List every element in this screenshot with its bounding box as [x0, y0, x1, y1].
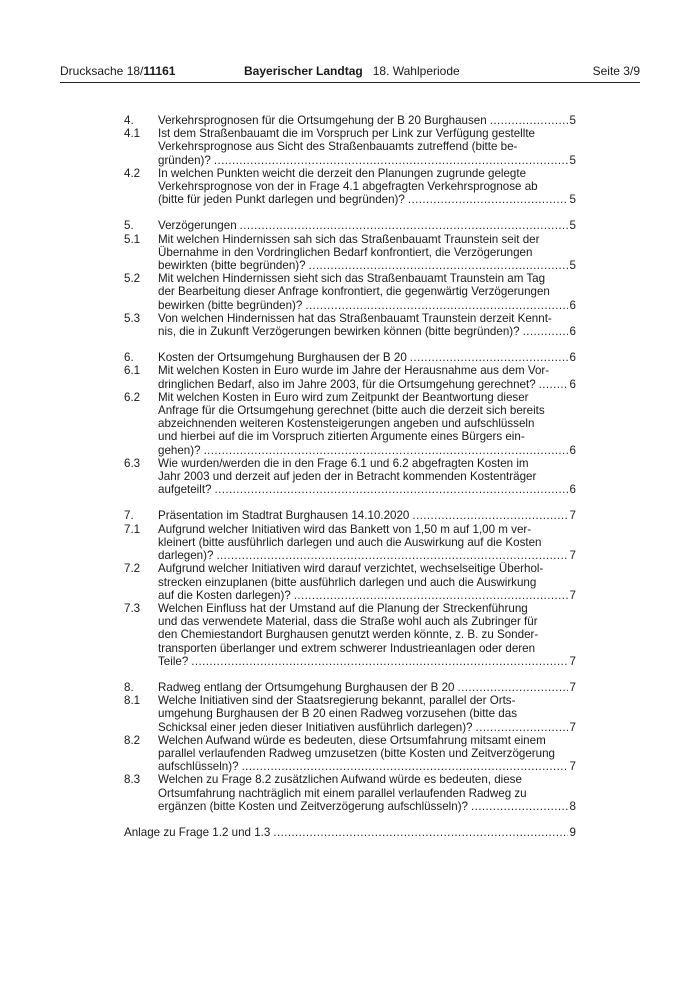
toc-page-number: 6 — [569, 351, 576, 365]
toc-entry-number: 4.1 — [124, 127, 141, 141]
toc-page-number: 5 — [569, 193, 576, 207]
toc-entry-text-line: Wie wurden/werden die in den Frage 6.1 und 6.2 abgefragten Kosten im — [158, 456, 529, 470]
toc-entry-text-line: umgehung Burghausen der B 20 einen Radweg vorzusehen (bitte das — [158, 707, 518, 721]
toc-entry-number: 6.2 — [124, 390, 141, 404]
toc-page-number: 6 — [569, 443, 576, 457]
toc-entry-text-line: Ist dem Straßenbauamt die im Vorspruch per Link zur Verfügung gestellte — [158, 127, 535, 141]
dot-leader — [204, 444, 568, 457]
toc-entry-number: 8.2 — [124, 733, 141, 747]
dot-leader — [273, 826, 567, 839]
toc-entry-text-line: Mit welchen Kosten in Euro wird zum Zeitpunkt der Beantwortung dieser — [158, 390, 529, 404]
dot-leader — [305, 299, 567, 312]
toc-entry[interactable] — [124, 734, 576, 774]
toc-entry-text-line: dringlichen Bedarf, also im Jahre 2003, für die Ortsumgehung gerechnet? — [158, 377, 536, 391]
toc-page-number: 5 — [569, 153, 576, 167]
toc-entry-number: 5.2 — [124, 272, 141, 286]
toc-entry-text-line: nis, die in Zukunft Verzögerungen bewirken können (bitte begründen)? — [158, 325, 520, 339]
toc-entry-text-line: Mit welchen Hindernissen sieht sich das Straßenbauamt Traunstein am Tag — [158, 272, 546, 286]
toc-page-number: 5 — [569, 114, 576, 127]
toc-entry[interactable] — [124, 681, 576, 694]
toc-entry[interactable] — [124, 562, 576, 602]
toc-entry[interactable] — [124, 457, 576, 497]
toc-entry-text-line: kleinert (bitte ausführlich darlegen und auch die Auswirkung auf die Kosten — [158, 535, 542, 549]
toc-page-number: 8 — [569, 799, 576, 813]
dot-leader — [476, 721, 568, 734]
toc-page-number: 5 — [569, 259, 576, 273]
toc-entry-text-line: aufschlüsseln)? — [158, 760, 239, 774]
toc-entry-text-line: Präsentation im Stadtrat Burghausen 14.10.2020 — [158, 509, 410, 523]
toc-entry-text-line: Verkehrsprognose von der in Frage 4.1 abgefragten Verkehrsprognose ab — [158, 180, 538, 194]
toc-entry-text-line: parallel verlaufenden Radweg umzusetzen (bitte Kosten und Zeitverzögerung — [158, 746, 556, 760]
toc-entry-number: 8. — [124, 680, 134, 694]
toc-page-number: 7 — [569, 509, 576, 523]
toc-entry[interactable] — [124, 272, 576, 312]
toc-entry-text-line: Kosten der Ortsumgehung Burghausen der B 20 — [158, 351, 407, 365]
toc-section — [124, 509, 576, 667]
toc-entry-number: 4. — [124, 114, 134, 127]
toc-entry-text-line: bewirkten (bitte begründen)? — [158, 259, 306, 273]
toc-entry-number: 7. — [124, 509, 134, 523]
header-rule — [60, 82, 640, 83]
toc-entry[interactable] — [124, 167, 576, 207]
toc-entry[interactable] — [124, 312, 576, 338]
toc-entry-number: 8.1 — [124, 694, 141, 708]
toc-entry-text-line: den Chemiestandort Burghausen genutzt werden könnte, z. B. zu Sonder- — [158, 628, 539, 642]
toc-entry-number: 6.1 — [124, 364, 141, 378]
toc-section — [124, 114, 576, 206]
toc-entry-text-line: Ortsumfahrung nachträglich mit einem parallel verlaufenden Radweg zu — [158, 786, 527, 800]
toc-entry-text-line: Schicksal einer jeden dieser Initiativen ausführlich darlegen)? — [158, 720, 473, 734]
toc-entry-number: 4.2 — [124, 166, 141, 180]
dot-leader — [408, 193, 568, 206]
toc-entry-text-line: ergänzen (bitte Kosten und Zeitverzögerung aufschlüsseln)? — [158, 799, 468, 813]
toc-entry-text-line: und hierbei auf die im Vorspruch zitierten Argumente eines Bürgers ein- — [158, 430, 525, 444]
page-number: Seite 3/9 — [592, 64, 640, 78]
toc-page-number: 5 — [569, 219, 576, 233]
toc-page-number: 7 — [569, 549, 576, 563]
toc-entry-number: 5.1 — [124, 232, 141, 246]
toc-section — [124, 351, 576, 496]
toc-entry[interactable] — [124, 391, 576, 457]
toc-entry[interactable] — [124, 364, 576, 390]
toc-entry-number: 5. — [124, 219, 134, 233]
dot-leader — [410, 351, 568, 364]
toc-entry[interactable] — [124, 602, 576, 668]
toc-entry-number: 6. — [124, 351, 134, 365]
toc-page-number: 7 — [569, 680, 576, 694]
toc-entry-text-line: In welchen Punkten weicht die derzeit den Planungen zugrunde gelegte — [158, 166, 527, 180]
toc-entry[interactable] — [124, 219, 576, 232]
toc-entry-text-line: Verzögerungen — [158, 219, 237, 233]
toc-entry-number: 7.1 — [124, 522, 141, 536]
toc-page-number: 7 — [569, 720, 576, 734]
dot-leader — [539, 378, 568, 391]
dot-leader — [191, 655, 567, 668]
parliament-period: Bayerischer Landtag 18. Wahlperiode — [244, 64, 460, 78]
toc-entry-text-line: Welchen zu Frage 8.2 zusätzlichen Aufwand würde es bedeuten, diese — [158, 773, 522, 787]
toc-entry-text-line: und das verwendete Material, dass die Straße wohl auch als Zubringer für — [158, 615, 538, 629]
toc-page-number: 6 — [569, 483, 576, 497]
toc-entry-number: 8.3 — [124, 773, 141, 787]
toc-entry-text-line: Welchen Aufwand würde es bedeuten, diese Ortsumfahrung mitsamt einem — [158, 733, 546, 747]
toc-entry-text-line: Aufgrund welcher Initiativen wird das Bankett von 1,50 m auf 1,00 m ver- — [158, 522, 532, 536]
toc-page-number: 6 — [569, 298, 576, 312]
toc-page-number: 6 — [569, 325, 576, 339]
toc-entry-text-line: Übernahme in den Vordringlichen Bedarf konfrontiert, die Verzögerungen — [158, 245, 533, 259]
toc-page-number: 7 — [569, 760, 576, 774]
toc-entry-text-line: Welchen Einfluss hat der Umstand auf die Planung der Streckenführung — [158, 601, 528, 615]
toc-entry-number: 5.3 — [124, 311, 141, 325]
toc-entry-text-line: darlegen)? — [158, 549, 214, 563]
toc-entry[interactable] — [124, 233, 576, 273]
toc-entry[interactable] — [124, 351, 576, 364]
dot-leader — [214, 154, 568, 167]
page-header — [60, 64, 640, 82]
toc-entry-number: 7.2 — [124, 562, 141, 576]
toc-entry-text-line: Jahr 2003 und derzeit auf jeden der in Betracht kommenden Kostenträger — [158, 470, 537, 484]
toc-entry[interactable] — [124, 694, 576, 734]
toc-section — [124, 681, 576, 813]
toc-entry-text-line: Von welchen Hindernissen hat das Straßenbauamt Traunstein derzeit Kennt- — [158, 311, 552, 325]
toc-entry[interactable] — [124, 114, 576, 127]
dot-leader — [412, 509, 567, 522]
toc-page-number: 7 — [569, 588, 576, 602]
document-number: Drucksache 18/11161 — [60, 64, 176, 78]
toc-entry-text-line: transporten überlanger und extrem schwerer Industrieanlagen oder deren — [158, 641, 536, 655]
toc-entry-text-line: bewirken (bitte begründen)? — [158, 298, 303, 312]
dot-leader — [294, 589, 568, 602]
table-of-contents — [124, 114, 576, 839]
toc-entry-text-line: abzeichnenden weiteren Kostensteigerungen angeben und aufschlüsseln — [158, 417, 535, 431]
toc-entry-text-line: Verkehrsprognosen für die Ortsumgehung der B 20 Burghausen — [158, 114, 487, 127]
toc-entry-text-line: Mit welchen Hindernissen sah sich das Straßenbauamt Traunstein seit der — [158, 232, 540, 246]
dot-leader — [309, 259, 568, 272]
toc-entry-text-line: gründen)? — [158, 153, 211, 167]
toc-entry-number: 7.3 — [124, 601, 141, 615]
toc-entry-text-line: Aufgrund welcher Initiativen wird darauf verzichtet, wechselseitige Überhol- — [158, 562, 544, 576]
toc-page-number: 9 — [569, 825, 576, 839]
toc-entry-text-line: gehen)? — [158, 443, 201, 457]
toc-entry-text-line: aufgeteilt? — [158, 483, 212, 497]
toc-section — [124, 219, 576, 338]
dot-leader — [216, 549, 567, 562]
toc-entry-text-line: Mit welchen Kosten in Euro wurde im Jahre der Herausnahme aus dem Vor- — [158, 364, 550, 378]
toc-entry[interactable] — [124, 773, 576, 813]
dot-leader — [471, 800, 568, 813]
toc-entry-anlage[interactable] — [124, 826, 576, 839]
toc-entry-text-line: (bitte für jeden Punkt darlegen und begründen)? — [158, 193, 405, 207]
dot-leader — [457, 681, 567, 694]
dot-leader — [215, 483, 568, 496]
toc-page-number: 6 — [569, 377, 576, 391]
toc-entry-text-line: Welche Initiativen sind der Staatsregierung bekannt, parallel der Orts- — [158, 694, 516, 708]
toc-entry[interactable] — [124, 523, 576, 563]
dot-leader — [523, 325, 568, 338]
toc-entry-text-line: Radweg entlang der Ortsumgehung Burghausen der B 20 — [158, 680, 455, 694]
toc-entry[interactable] — [124, 127, 576, 167]
toc-entry[interactable] — [124, 509, 576, 522]
dot-leader — [242, 760, 568, 773]
dot-leader — [490, 114, 568, 127]
toc-page-number: 7 — [569, 654, 576, 668]
toc-entry-text-line: Teile? — [158, 654, 189, 668]
toc-entry-text-line: strecken einzuplanen (bitte ausführlich darlegen und auch die Auswirkung — [158, 575, 537, 589]
toc-entry-text-line: auf die Kosten darlegen)? — [158, 588, 291, 602]
toc-entry-text-line: der Bearbeitung dieser Anfrage konfrontiert, die gegenwärtig Verzögerungen — [158, 285, 550, 299]
toc-entry-text-line: Anlage zu Frage 1.2 und 1.3 — [124, 825, 271, 839]
dot-leader — [240, 219, 568, 232]
toc-entry-text-line: Anfrage für die Ortsumgehung gerechnet (bitte auch die derzeit sich bereits — [158, 404, 545, 418]
toc-entry-number: 6.3 — [124, 456, 141, 470]
toc-entry-text-line: Verkehrsprognose aus Sicht des Straßenbauamts zutreffend (bitte be- — [158, 140, 518, 154]
